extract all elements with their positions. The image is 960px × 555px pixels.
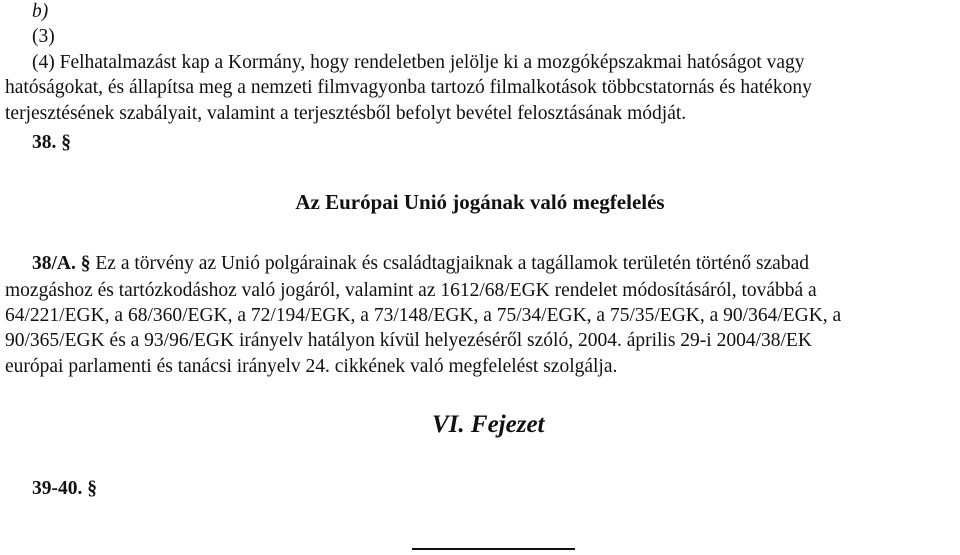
section-38a-line-2: mozgáshoz és tartózkodáshoz való jogáról, valamint az 1612/68/EGK rendelet módosításáról, továbbá a — [5, 280, 817, 301]
section-38a-line-4: 90/365/EGK és a 93/96/EGK irányelv hatályon kívül helyezéséről szóló, 2004. április 29-i 2004/38/EK — [5, 330, 812, 351]
section-heading: Az Európai Unió jogának való megfelelés — [295, 190, 665, 214]
chapter-title: VI. Fejezet — [432, 411, 545, 438]
section-38a-line-5: európai parlamenti és tanácsi irányelv 24. cikkének való megfelelést szolgálja. — [5, 356, 618, 377]
section-38a-line-3: 64/221/EGK, a 68/360/EGK, a 72/194/EGK, a 73/148/EGK, a 75/34/EGK, a 75/35/EGK, a 90/364/EGK, a — [5, 305, 842, 326]
section-38a-label: 38/A. § — [32, 253, 91, 274]
item-letter: b) — [32, 1, 49, 22]
provision-line-2: hatóságokat, és állapítsa meg a nemzeti filmvagyonba tartozó filmalkotások többcstatornás és hatékony — [5, 77, 812, 98]
section-38a-line-1: 38/A. § Ez a törvény az Unió polgárainak és családtagjaiknak a tagállamok területén történő szabad — [32, 253, 809, 274]
section-38-number: 38. § — [32, 132, 71, 153]
divider-rule — [412, 548, 575, 550]
subsection-number: (3) — [32, 26, 55, 47]
provision-line-1: (4) Felhatalmazást kap a Kormány, hogy rendeletben jelölje ki a mozgóképszakmai hatóságot vagy — [32, 52, 805, 73]
section-39-40-number: 39-40. § — [32, 478, 97, 499]
provision-line-3: terjesztésének szabályait, valamint a terjesztésből befolyt bevétel felosztásának módját. — [5, 103, 687, 124]
